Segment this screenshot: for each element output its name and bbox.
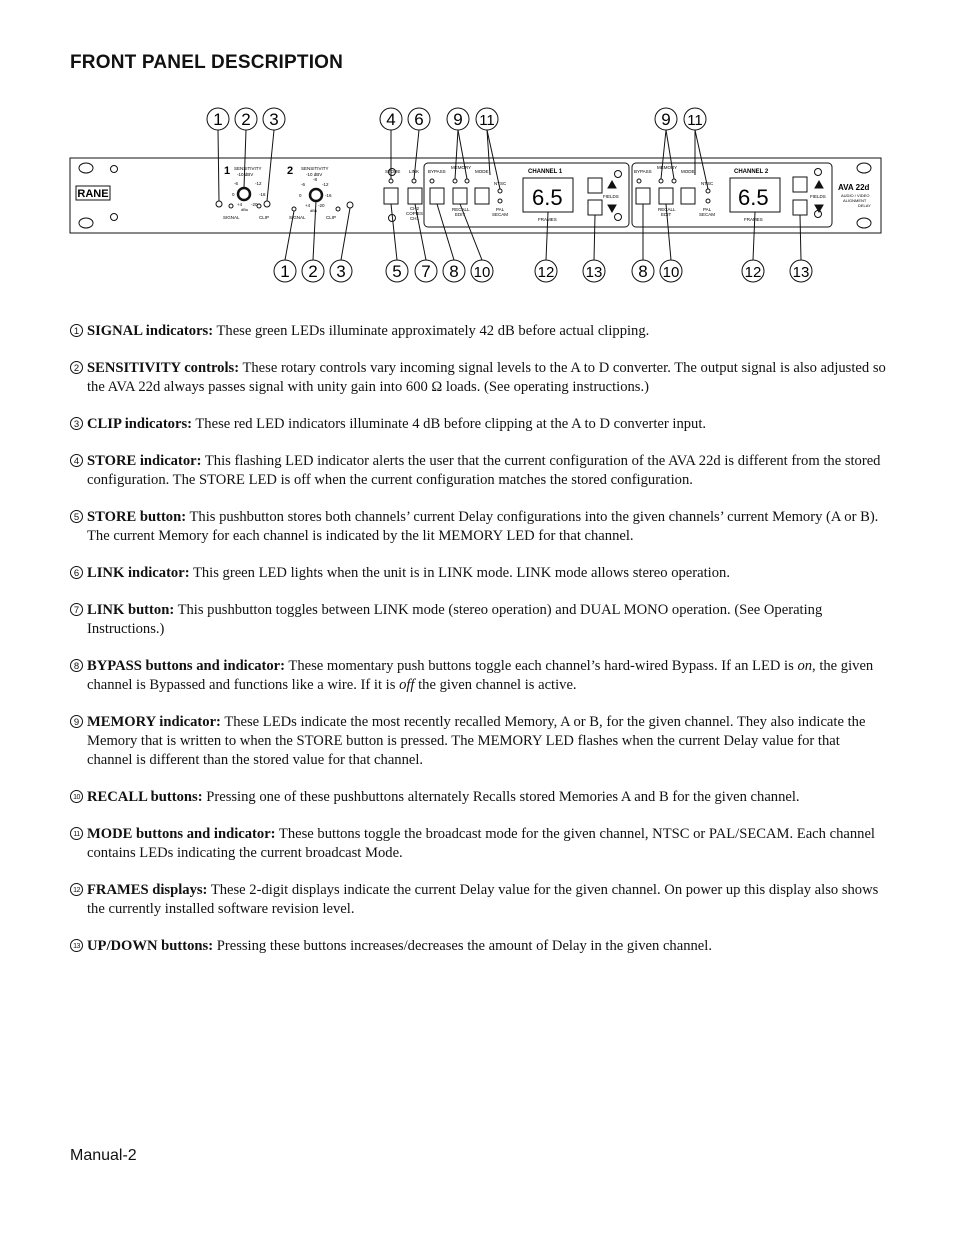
ch2-tick: -6 <box>301 182 306 187</box>
ch1-mode-label: MODE <box>475 169 489 174</box>
item-number: 3 <box>70 417 83 430</box>
ch1-unit: dBu <box>241 207 249 212</box>
ch1-ntsc-label: NTSC <box>494 181 507 186</box>
list-item <box>70 359 886 397</box>
item-text: Pressing these buttons increases/decreases the amount of Delay in the given channel. <box>216 938 712 954</box>
list-item <box>70 601 886 639</box>
callout-number: 1 <box>213 110 223 129</box>
callout-number: 12 <box>537 264 555 281</box>
callout-number: 7 <box>421 262 431 281</box>
ch1-recall-label: RECALL <box>452 207 470 212</box>
list-item <box>70 825 886 863</box>
ch2-ntsc-label: NTSC <box>701 181 714 186</box>
ch2-edit-label: EDIT <box>661 212 672 217</box>
ch1-tick: -16 <box>259 192 266 197</box>
ch1-number: 1 <box>224 165 231 177</box>
callout-number: 12 <box>744 264 762 281</box>
ch2-unit: dBu <box>310 208 318 213</box>
ch2-fields-label: FIELDS <box>810 194 826 199</box>
ch1-secam-label: SECAM <box>492 212 509 217</box>
description-list <box>70 322 886 974</box>
ch2-signal-label: SIGNAL <box>289 215 306 220</box>
item-text: Pressing one of these pushbuttons alternately Recalls stored Memories A and B for the given channel. <box>206 789 800 805</box>
item-label: MEMORY indicator: <box>87 714 221 730</box>
ch2-memory-label: MEMORY <box>657 165 678 170</box>
item-number: 11 <box>70 827 83 840</box>
ch1-sensitivity-range: -10 dBV <box>237 172 254 177</box>
callout-number: 11 <box>479 112 495 129</box>
ch2-bypass-label: BYPASS <box>634 169 652 174</box>
list-item <box>70 937 886 956</box>
list-item <box>70 788 886 807</box>
callout-number: 8 <box>449 262 459 281</box>
item-label: SENSITIVITY controls: <box>87 360 240 376</box>
link-label: LINK <box>409 169 420 174</box>
item-number: 13 <box>70 939 83 952</box>
ch1-frames-display: 6.5 <box>532 185 563 210</box>
item-label: LINK indicator: <box>87 565 190 581</box>
callout-number: 13 <box>585 264 603 281</box>
ch2-number: 2 <box>287 165 294 177</box>
item-label: SIGNAL indicators: <box>87 323 214 339</box>
item-label: FRAMES displays: <box>87 882 208 898</box>
callout-number: 3 <box>336 262 346 281</box>
item-number: 7 <box>70 603 83 616</box>
item-label: CLIP indicators: <box>87 416 192 432</box>
ch2-frames-label: FRAMES <box>744 217 763 222</box>
ch1-tick: +4 <box>237 202 243 207</box>
ch1-bypass-label: BYPASS <box>428 169 446 174</box>
item-number: 12 <box>70 883 83 896</box>
list-item <box>70 881 886 919</box>
ch1-tick: 0 <box>232 192 235 197</box>
ch2-sensitivity-label: SENSITIVITY <box>301 166 329 171</box>
list-item <box>70 564 886 583</box>
callout-number: 10 <box>662 264 680 281</box>
item-label: BYPASS buttons and indicator: <box>87 658 286 674</box>
ch2-copies-label: CH1 <box>410 216 420 221</box>
model-sub-label: DELAY <box>858 203 871 208</box>
list-item <box>70 713 886 770</box>
item-text: These buttons toggle the broadcast mode for the given channel, NTSC or PAL/SECAM. Each channel contains LEDs indicating the current broadcast Mode. <box>87 826 875 861</box>
ch2-tick: -12 <box>322 182 329 187</box>
callout-number: 11 <box>687 112 703 129</box>
item-text: These red LED indicators illuminate 4 dB before clipping at the A to D converter input. <box>195 416 707 432</box>
page-title: FRONT PANEL DESCRIPTION <box>70 52 344 73</box>
item-emphasis: on <box>797 658 813 674</box>
item-text: This flashing LED indicator alerts the user that the current configuration of the AVA 22d is different from the stored configuration. The STORE LED is off when the current configuration matches the stored configuration. <box>87 453 881 488</box>
list-item <box>70 508 886 546</box>
page-footer: Manual-2 <box>70 1147 137 1164</box>
ch2-clip-label: CLIP <box>326 215 337 220</box>
ch2-tick: -20 <box>318 203 325 208</box>
callout-number: 2 <box>308 262 318 281</box>
ch1-tick: -6 <box>234 181 239 186</box>
callout-number: 10 <box>473 264 491 281</box>
ch2-tick: +4 <box>305 203 311 208</box>
ch2-mode-label: MODE <box>681 169 695 174</box>
ch1-sensitivity-label: SENSITIVITY <box>234 166 262 171</box>
callout-number: 9 <box>453 110 463 129</box>
model-sub-label: AUDIO / VIDEO <box>841 193 870 198</box>
callout-number: 5 <box>392 262 402 281</box>
list-item <box>70 415 886 434</box>
ch1-tick: -12 <box>255 181 262 186</box>
item-number: 8 <box>70 659 83 672</box>
ch1-clip-label: CLIP <box>259 215 270 220</box>
item-label: RECALL buttons: <box>87 789 203 805</box>
item-text: These green LEDs illuminate approximately 42 dB before actual clipping. <box>216 323 650 339</box>
item-number: 2 <box>70 361 83 374</box>
item-number: 9 <box>70 715 83 728</box>
ch2-tick: -8 <box>313 177 318 182</box>
item-text: the given channel is active. <box>414 677 577 693</box>
model-label: AVA 22d <box>838 183 870 192</box>
list-item <box>70 322 886 341</box>
item-label: MODE buttons and indicator: <box>87 826 276 842</box>
item-text: These 2-digit displays indicate the current Delay value for the given channel. On power up this display also shows the currently installed software revision level. <box>87 882 879 917</box>
front-panel-diagram <box>0 95 954 295</box>
callout-number: 6 <box>414 110 424 129</box>
store-label: STORE <box>385 169 401 174</box>
callout-number: 2 <box>241 110 251 129</box>
ch1-tick: -20 <box>251 202 258 207</box>
callout-number: 13 <box>792 264 810 281</box>
callout-number: 3 <box>269 110 279 129</box>
ch1-fields-label: FIELDS <box>603 194 619 199</box>
item-text: These momentary push buttons toggle each channel’s hard-wired Bypass. If an LED is <box>288 658 798 674</box>
ch2-secam-label: SECAM <box>699 212 716 217</box>
item-number: 6 <box>70 566 83 579</box>
ch1-signal-label: SIGNAL <box>223 215 240 220</box>
item-label: STORE button: <box>87 509 187 525</box>
item-text: , the given channel is Bypassed and functions like a wire. If it is <box>87 658 874 693</box>
ch1-memory-label: MEMORY <box>451 165 472 170</box>
ch2-copies-label: CH2 <box>410 206 420 211</box>
brand-label: RANE <box>77 188 109 200</box>
item-number: 4 <box>70 454 83 467</box>
item-number: 10 <box>70 790 83 803</box>
item-label: UP/DOWN buttons: <box>87 938 214 954</box>
ch2-tick: -16 <box>325 193 332 198</box>
item-label: LINK button: <box>87 602 175 618</box>
item-text: This pushbutton toggles between LINK mode (stereo operation) and DUAL MONO operation. (See Operating Instructions.) <box>87 602 823 637</box>
item-number: 5 <box>70 510 83 523</box>
item-text: These LEDs indicate the most recently recalled Memory, A or B, for the given channel. They also indicate the Memory that is written to when the STORE button is pressed. The MEMORY LED flashes when the current Delay value for that channel is different than the stored value for that channel. <box>87 714 866 768</box>
callout-number: 9 <box>661 110 671 129</box>
callout-number: 8 <box>638 262 648 281</box>
ch1-edit-label: EDIT <box>455 212 466 217</box>
list-item <box>70 452 886 490</box>
ch2-tick: 0 <box>299 193 302 198</box>
ch2-sensitivity-range: -10 dBV <box>306 172 323 177</box>
ch2-frames-display: 6.5 <box>738 185 769 210</box>
item-label: STORE indicator: <box>87 453 202 469</box>
channel-1-label: CHANNEL 1 <box>528 169 563 175</box>
item-text: This green LED lights when the unit is in LINK mode. LINK mode allows stereo operation. <box>192 565 730 581</box>
list-item <box>70 657 886 695</box>
ch2-copies-label: COPIES <box>406 211 424 216</box>
item-text: This pushbutton stores both channels’ current Delay configurations into the given channels’ current Memory (A or B). The current Memory for each channel is indicated by the lit MEMORY LED for that channel. <box>87 509 879 544</box>
ch2-pal-label: PAL <box>703 207 712 212</box>
ch1-frames-label: FRAMES <box>538 217 557 222</box>
ch1-pal-label: PAL <box>496 207 505 212</box>
ch2-recall-label: RECALL <box>658 207 676 212</box>
callout-number: 1 <box>280 262 290 281</box>
item-emphasis: off <box>399 677 415 693</box>
item-number: 1 <box>70 324 83 337</box>
channel-2-label: CHANNEL 2 <box>734 169 769 175</box>
model-sub-label: ALIGNMENT <box>843 198 867 203</box>
callout-number: 4 <box>386 110 396 129</box>
item-text: These rotary controls vary incoming signal levels to the A to D converter. The output signal is also adjusted so the AVA 22d always passes signal with unity gain into 600 Ω loads. (See operating instructions.) <box>87 360 886 395</box>
